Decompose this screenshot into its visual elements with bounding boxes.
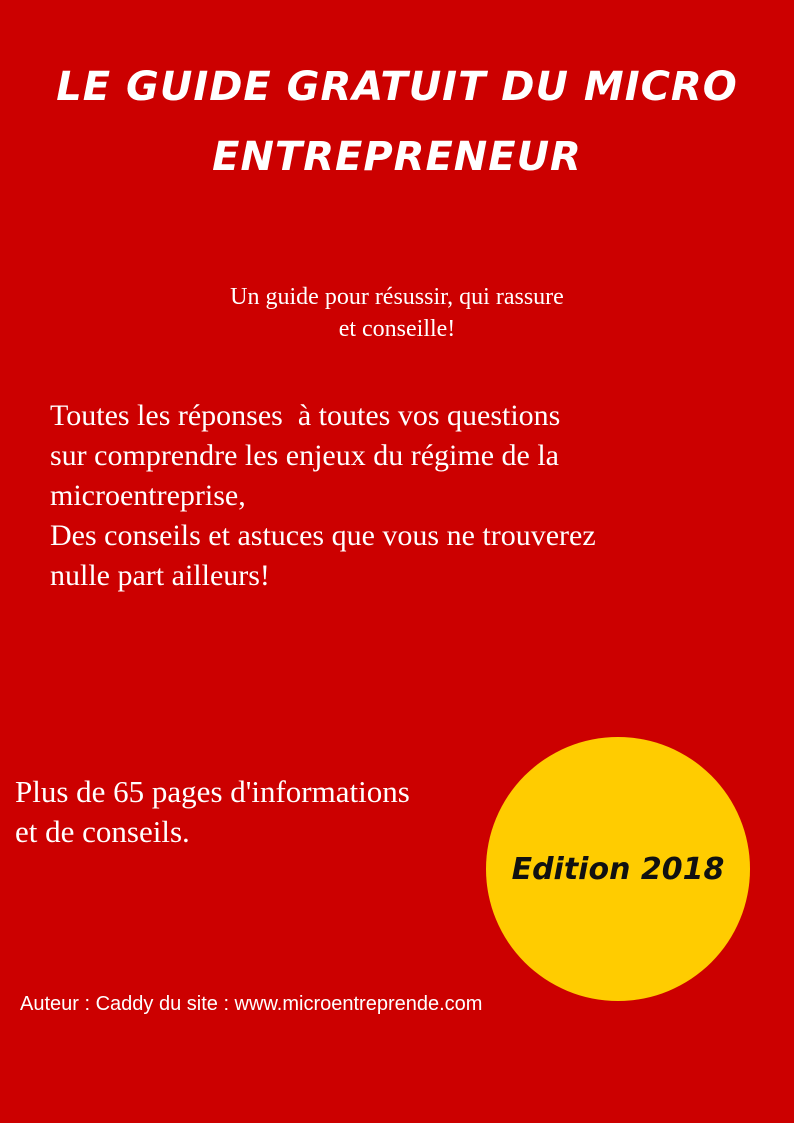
description-line-5: nulle part ailleurs! [50, 559, 270, 592]
cover-description [50, 396, 770, 596]
description-line-4: Des conseils et astuces que vous ne trouverez [50, 519, 596, 552]
pages-count-text [15, 772, 515, 852]
edition-badge [486, 737, 750, 1001]
subtitle-line-1: Un guide pour résussir, qui rassure [230, 284, 564, 310]
cover-title-line-2: ENTREPRENEUR [212, 134, 582, 180]
author-credit: Auteur : Caddy du site : www.microentreprende.com [20, 993, 483, 1015]
subtitle-line-2: et conseille! [338, 316, 456, 342]
description-line-2: sur comprendre les enjeux du régime de la [50, 439, 559, 472]
pages-line-2: et de conseils. [15, 814, 190, 849]
cover-title [0, 52, 794, 192]
pages-line-1: Plus de 65 pages d'informations [15, 774, 410, 809]
cover-subtitle [0, 281, 794, 345]
description-line-3: microentreprise, [50, 479, 246, 512]
description-line-1: Toutes les réponses à toutes vos questions [50, 399, 561, 432]
edition-label: Edition 2018 [511, 851, 725, 887]
cover-title-line-1: LE GUIDE GRATUIT DU MICRO [56, 64, 738, 110]
